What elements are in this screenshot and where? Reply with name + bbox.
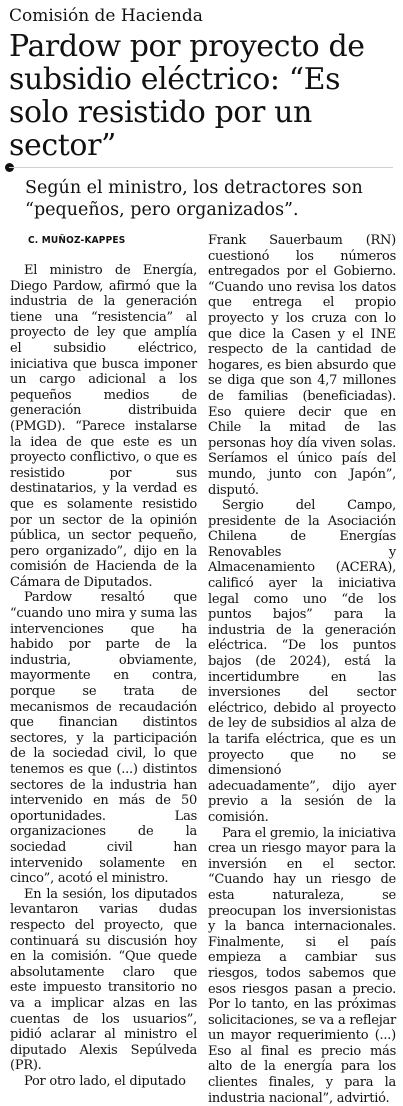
section-label: Comisión de Hacienda (9, 6, 203, 26)
subheadline: Según el ministro, los detractores son “pequeños, pero organizados”. (25, 178, 363, 220)
headline: Pardow por proyecto de subsidio eléctrico: “Es solo resistido por un sector” (9, 29, 365, 163)
paragraph: Para el gremio, la iniciativa crea un riesgo mayor para la inversión en el sector. “Cuando hay un riesgo de esta naturaleza, se preocupan los inversionistas y la banca internacionales. Finalmente, si el país empieza a cambiar sus riesgos, todos sabemos que esos riesgos pasan a precio. Por lo tanto, en las próximas solicitaciones, se va a reflejar un mayor requerimiento (...) Eso al final es precio más alto de la energía para los clientes finales, y para la industria nacional”, advirtió. (208, 825, 396, 1106)
article-column-left (10, 235, 197, 1089)
paragraph: Frank Sauerbaum (RN) cuestionó los números entregados por el Gobierno. “Cuando uno revisa los datos que entrega el propio proyecto y los cruza con lo que dice la Casen y el INE respecto de la cantidad de hogares, es bien absurdo que se diga que son 4,7 millones de familias (beneficiadas). Eso quiere decir que en Chile la mitad de las personas hoy día viven solas. Seríamos el único país del mundo, junto con Japón”, disputó. (208, 233, 396, 498)
paragraph: Sergio del Campo, presidente de la Asociación Chilena de Energías Renovables y Almacenamiento (ACERA), calificó ayer la iniciativa legal como uno “de los puntos bajos” para la industria de la generación eléctrica. “De los puntos bajos (de 2024), está la incertidumbre en las inversiones del sector eléctrico, debido al proyecto de ley de subsidios al alza de la tarifa eléctrica, que es un proyecto que no se dimensionó adecuadamente”, dijo ayer previo a la sesión de la comisión. (208, 498, 396, 825)
paragraph: Por otro lado, el diputado (24, 1073, 186, 1089)
paragraph: Pardow resaltó que “cuando uno mira y suma las intervenciones que ha habido por parte de la industria, obviamente, mayormente en contra, porque se trata de mecanismos de recaudación que financian distintos sectores, y la participación de la sociedad civil, lo que tenemos es que (...) distintos sectores de la industria han intervenido en más de 50 oportunidades. Las organizaciones de la sociedad civil han intervenido solamente en cinco”, acotó el ministro. (10, 590, 197, 887)
paragraph: En la sesión, los diputados levantaron varias dudas respecto del proyecto, que continuará su discusión hoy en la comisión. “Que quede absolutamente claro que este impuesto transitorio no va a implicar alzas en las cuentas de los usuarios”, pidió aclarar al ministro el diputado Alexis Sepúlveda (PR). (10, 886, 197, 1074)
paragraph: El ministro de Energía, Diego Pardow, afirmó que la industria de la generación tiene una “resistencia” al proyecto de ley que amplía el subsidio eléctrico, iniciativa que busca imponer un cargo adicional a los pequeños medios de generación distribuida (PMGD). “Parece instalarse la idea de que este es un proyecto conflictivo, o que es resistido por sus destinatarios, y la verdad es que es solamente resistido por un sector de la opinión pública, un sector pequeño, pero organizado”, dijo en la comisión de Hacienda de la Cámara de Diputados. (10, 263, 197, 590)
byline: C. MUÑOZ-KAPPES (28, 235, 126, 246)
separator-line (9, 167, 393, 168)
article-column-right (208, 233, 396, 1106)
